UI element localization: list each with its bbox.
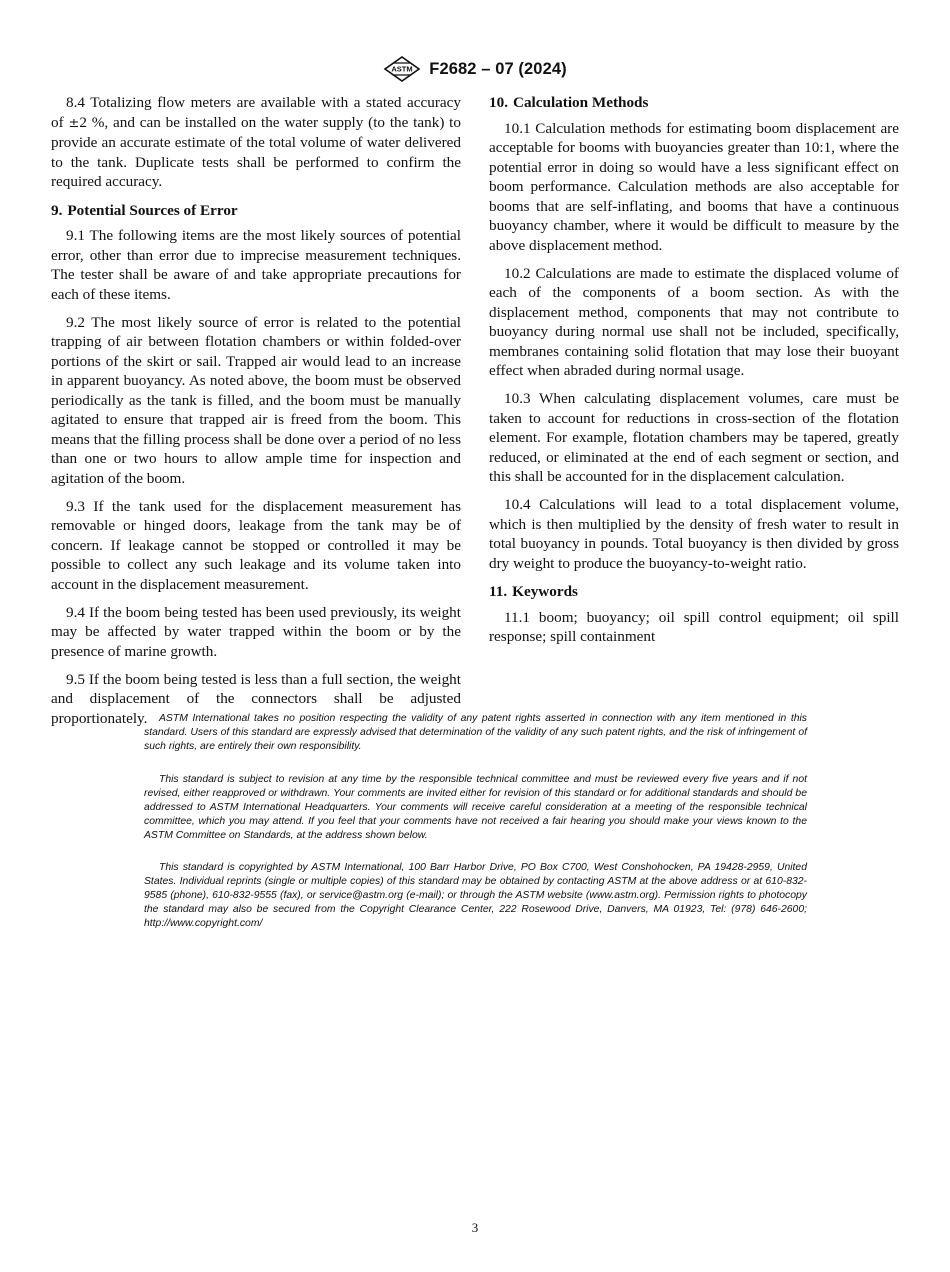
page-header bbox=[0, 55, 950, 83]
paragraph-10-3: 10.3 When calculating displacement volumes, care must be taken to account for reductions in cross-section of the flotation element. For example, flotation chambers may be tapered, greatly reduced, or eliminated at the end of each segment or section, and this shall be accounted for in the displacement calculation. bbox=[489, 390, 899, 485]
paragraph-11-1: 11.1 boom; buoyancy; oil spill control equipment; oil spill response; spill containment bbox=[489, 608, 899, 645]
paragraph-10-2: 10.2 Calculations are made to estimate the displaced volume of each of the components of a boom section. As with the displacement method, components that may not contribute to buoyancy during normal use shall not be included, specifically, membranes containing solid flotation that may lose their buoyant effect when abraded during normal usage. bbox=[489, 264, 899, 379]
paragraph-9-5: 9.5 If the boom being tested is less than a full section, the weight and displacement of the connectors shall be adjusted proportionately. bbox=[51, 670, 461, 727]
paragraph-9-3: 9.3 If the tank used for the displacement measurement has removable or hinged doors, leakage from the tank may be of concern. If leakage cannot be stopped or controlled it may be possible to collect any such leakage and its volume taken into account in the displacement measurement. bbox=[51, 497, 461, 593]
section-heading-10: 10. Calculation Methods bbox=[489, 94, 649, 111]
revision-notice: This standard is subject to revision at any time by the responsible technical committee and must be reviewed every five years and if not revised, either reapproved or withdrawn. Your comments are invited either for revision of this standard or for additional standards and should be addressed to ASTM International Headquarters. Your comments will receive careful consideration at a meeting of the responsible technical committee, which you may attend. If you feel that your comments have not received a fair hearing you should make your views known to the ASTM Committee on Standards, at the address shown below. bbox=[144, 774, 807, 841]
patent-notice: ASTM International takes no position respecting the validity of any patent rights asserted in connection with any item mentioned in this standard. Users of this standard are expressly advised that determination of the validity of any such patent rights, and the risk of infringement of such rights, are entirely their own responsibility. bbox=[144, 713, 807, 752]
paragraph-8-4: 8.4 Totalizing flow meters are available with a stated accuracy of ±2 %, and can be installed on the water supply (to the tank) to provide an accurate estimate of the total volume of water delivered to the tank. Duplicate tests shall be performed to confirm the required accuracy. bbox=[51, 94, 461, 190]
standard-designation: F2682 – 07 (2024) bbox=[429, 59, 567, 78]
left-column bbox=[51, 93, 461, 737]
section-heading-11: 11. Keywords bbox=[489, 583, 578, 600]
paragraph-10-4: 10.4 Calculations will lead to a total displacement volume, which is then multiplied by the density of fresh water to result in total buoyancy in pounds. Total buoyancy is then divided by gross dry weight to produce the buoyancy-to-weight ratio. bbox=[489, 496, 899, 572]
paragraph-9-4: 9.4 If the boom being tested has been used previously, its weight may be affected by water trapped within the boom or by the presence of marine growth. bbox=[51, 603, 461, 660]
copyright-notice: This standard is copyrighted by ASTM International, 100 Barr Harbor Drive, PO Box C700, West Conshohocken, PA 19428-2959, United States. Individual reprints (single or multiple copies) of this standard may be obtained by contacting ASTM at the above address or at 610-832-9585 (phone), 610-832-9555 (fax), or service@astm.org (e-mail); or through the ASTM website (www.astm.org). Permission rights to photocopy the standard may also be secured from the Copyright Clearance Center, 222 Rosewood Drive, Danvers, MA 01923, Tel: (978) 646-2600; http://www.copyright.com/ bbox=[144, 862, 807, 929]
astm-logo-icon bbox=[383, 56, 421, 82]
plus-minus-symbol: ± bbox=[68, 115, 80, 131]
paragraph-10-1: 10.1 Calculation methods for estimating boom displacement are acceptable for booms with buoyancies greater than 10:1, where the potential error in doing so would have a less significant effect on boom performance. Calculation methods are also acceptable for booms that are self-inflating, and booms that have a continuous buoyancy chamber, where it would be difficult to measure by the above displacement method. bbox=[489, 119, 899, 254]
section-heading-9: 9. Potential Sources of Error bbox=[51, 201, 238, 219]
right-column bbox=[489, 93, 899, 655]
page-number: 3 bbox=[471, 1220, 479, 1235]
paragraph-9-1: 9.1 The following items are the most likely sources of potential error, other than error due to imprecise measurement techniques. The tester shall be aware of and take appropriate precautions for each of these items. bbox=[51, 227, 461, 303]
svg-text:ASTM: ASTM bbox=[391, 64, 413, 74]
paragraph-9-2: 9.2 The most likely source of error is related to the potential trapping of air between flotation chambers or within folded-over portions of the skirt or sail. Trapped air would lead to an increase in apparent buoyancy. As noted above, the boom must be observed periodically as the tank is filled, and the boom must be manually agitated to ensure that trapped air is freed from the boom. This means that the filling process shall be done over a period of no less than one or two hours to allow ample time for inspection and agitation of the boom. bbox=[51, 313, 461, 487]
